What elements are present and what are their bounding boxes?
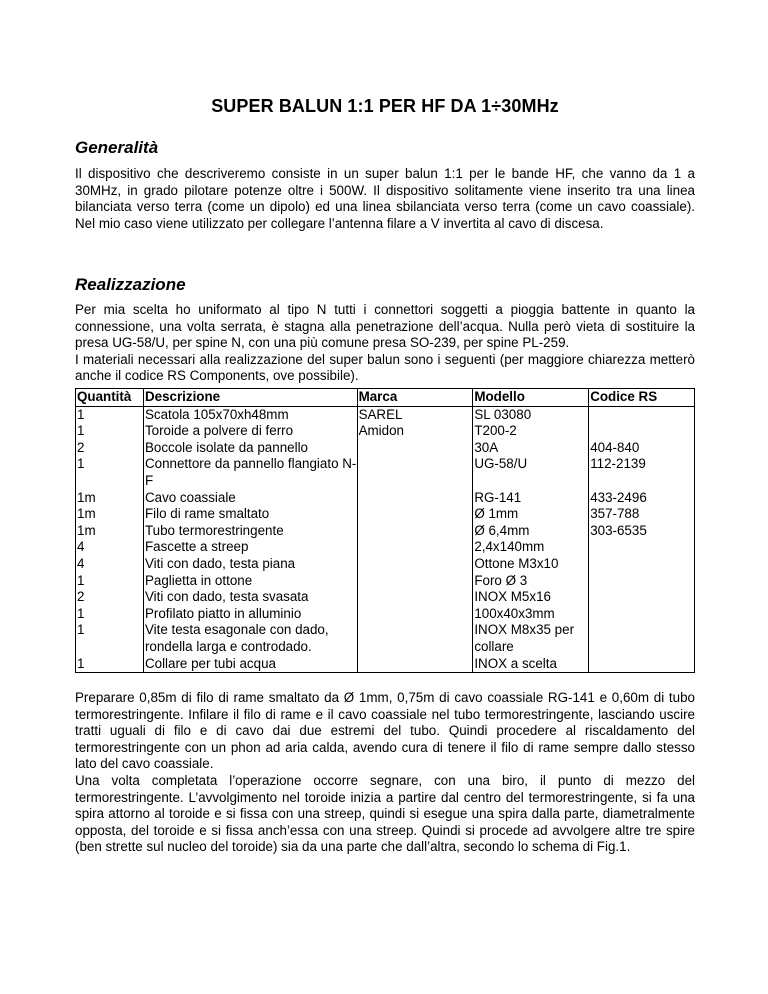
cell-marca (357, 622, 473, 655)
paragraph: Preparare 0,85m di filo di rame smaltato da Ø 1mm, 0,75m di cavo coassiale RG-141 e 0,60m di tubo termorestringente. Infilare il filo di rame e il cavo coassiale nel tubo termorestringente, lasciando uscire tratti uguali di filo e di cavo dai due estremi del tubo. Quindi procedere al riscaldamento del termorestringente con un phon ad aria calda, avendo cura di tenere il filo di rame sempre dallo stesso lato del cavo coassiale. (75, 690, 695, 772)
cell-quantita: 2 (76, 440, 144, 457)
cell-codice-rs (589, 606, 695, 623)
cell-marca (357, 456, 473, 489)
section-heading-generalita: Generalità (75, 138, 159, 157)
cell-quantita: 1 (76, 606, 144, 623)
cell-quantita: 1m (76, 523, 144, 540)
cell-codice-rs: 404-840 (589, 440, 695, 457)
cell-codice-rs (589, 573, 695, 590)
cell-marca: Amidon (357, 423, 473, 440)
cell-quantita: 1 (76, 622, 144, 655)
cell-marca (357, 589, 473, 606)
cell-modello: SL 03080 (473, 406, 589, 423)
column-header-codice-rs: Codice RS (589, 389, 695, 407)
cell-marca (357, 573, 473, 590)
cell-codice-rs: 112-2139 (589, 456, 695, 489)
table-row (76, 556, 695, 573)
cell-modello: Ottone M3x10 (473, 556, 589, 573)
cell-marca (357, 606, 473, 623)
table-row (76, 456, 695, 489)
section-heading-realizzazione: Realizzazione (75, 275, 186, 294)
cell-quantita: 1 (76, 573, 144, 590)
cell-marca (357, 523, 473, 540)
cell-descrizione: Toroide a polvere di ferro (143, 423, 357, 440)
cell-descrizione: Fascette a streep (143, 539, 357, 556)
table-row (76, 423, 695, 440)
section-body-generalita (75, 166, 695, 232)
cell-quantita: 1 (76, 456, 144, 489)
cell-quantita: 4 (76, 556, 144, 573)
cell-descrizione: Tubo termorestringente (143, 523, 357, 540)
cell-modello: 100x40x3mm (473, 606, 589, 623)
cell-descrizione: Vite testa esagonale con dado, rondella larga e controdado. (143, 622, 357, 655)
cell-descrizione: Filo di rame smaltato (143, 506, 357, 523)
paragraph: I materiali necessari alla realizzazione del super balun sono i seguenti (per maggiore chiarezza metterò anche il codice RS Components, ove possibile). (75, 351, 695, 384)
table-row (76, 539, 695, 556)
column-header-descrizione: Descrizione (143, 389, 357, 407)
column-header-marca: Marca (357, 389, 473, 407)
cell-quantita: 1 (76, 423, 144, 440)
table-row (76, 573, 695, 590)
cell-descrizione: Connettore da pannello flangiato N-F (144, 456, 357, 488)
cell-modello: INOX M5x16 (473, 589, 589, 606)
cell-marca (357, 556, 473, 573)
materials-table-body (76, 406, 695, 673)
cell-quantita: 4 (76, 539, 144, 556)
cell-modello: 2,4x140mm (473, 539, 589, 556)
cell-quantita: 1 (76, 656, 144, 673)
cell-quantita: 2 (76, 589, 144, 606)
materials-table (75, 388, 695, 673)
cell-descrizione: Boccole isolate da pannello (143, 440, 357, 457)
cell-quantita: 1m (76, 490, 144, 507)
cell-modello: RG-141 (473, 490, 589, 507)
cell-codice-rs: 303-6535 (589, 523, 695, 540)
cell-codice-rs (589, 556, 695, 573)
cell-modello: Ø 6,4mm (473, 523, 589, 540)
cell-marca (357, 656, 473, 673)
cell-marca: SAREL (357, 406, 473, 423)
table-row (76, 506, 695, 523)
table-header-row (76, 389, 695, 407)
cell-descrizione: Profilato piatto in alluminio (143, 606, 357, 623)
table-row (76, 589, 695, 606)
cell-modello: T200-2 (473, 423, 589, 440)
cell-modello: 30A (473, 440, 589, 457)
cell-modello: Foro Ø 3 (473, 573, 589, 590)
table-row (76, 523, 695, 540)
table-row (76, 656, 695, 673)
cell-descrizione: Collare per tubi acqua (143, 656, 357, 673)
cell-marca (357, 539, 473, 556)
cell-quantita: 1m (76, 506, 144, 523)
column-header-modello: Modello (473, 389, 589, 407)
cell-descrizione: Scatola 105x70xh48mm (143, 406, 357, 423)
table-row (76, 440, 695, 457)
cell-marca (357, 440, 473, 457)
cell-descrizione: Viti con dado, testa piana (143, 556, 357, 573)
table-row (76, 622, 695, 655)
cell-modello: UG-58/U (473, 456, 589, 489)
cell-descrizione: Paglietta in ottone (143, 573, 357, 590)
column-header-quantita: Quantità (76, 389, 144, 407)
cell-modello: INOX a scelta (473, 656, 589, 673)
cell-marca (357, 490, 473, 507)
cell-descrizione: Viti con dado, testa svasata (143, 589, 357, 606)
cell-codice-rs: 357-788 (589, 506, 695, 523)
cell-codice-rs (589, 656, 695, 673)
cell-marca (357, 506, 473, 523)
paragraph: Il dispositivo che descriveremo consiste in un super balun 1:1 per le bande HF, che vanno da 1 a 30MHz, in grado pilotare potenze oltre i 500W. Il dispositivo solitamente viene inserito tra una linea bilanciata verso terra (come un dipolo) ed una linea sbilanciata verso terra (come un cavo coassiale). Nel mio caso viene utilizzato per collegare l’antenna filare a V invertita al cavo di discesa. (75, 166, 695, 231)
cell-codice-rs (589, 622, 695, 655)
section-body-realizzazione (75, 302, 695, 385)
table-row (76, 606, 695, 623)
cell-codice-rs (589, 539, 695, 556)
cell-codice-rs (589, 589, 695, 606)
cell-codice-rs: 433-2496 (589, 490, 695, 507)
paragraph: Per mia scelta ho uniformato al tipo N tutti i connettori soggetti a pioggia battente in quanto la connessione, una volta serrata, è stagna alla penetrazione dell’acqua. Nulla però vieta di sostituire la presa UG-58/U, per spine N, con una più comune presa SO-239, per spine PL-259. (75, 302, 695, 351)
cell-quantita: 1 (76, 406, 144, 423)
cell-codice-rs (589, 406, 695, 423)
table-row (76, 406, 695, 423)
cell-descrizione: Cavo coassiale (143, 490, 357, 507)
table-row (76, 490, 695, 507)
cell-modello: Ø 1mm (473, 506, 589, 523)
document-title: SUPER BALUN 1:1 PER HF DA 1÷30MHz (211, 96, 559, 116)
closing-text (75, 690, 695, 856)
cell-modello: INOX M8x35 per collare (473, 622, 589, 655)
paragraph: Una volta completata l’operazione occorre segnare, con una biro, il punto di mezzo del termorestringente. L’avvolgimento nel toroide inizia a partire dal centro del termorestringente, si fa una spira attorno al toroide e si fissa con una streep, quindi si esegue una spira dalla parte, diametralmente opposta, del toroide e si fissa anch’essa con una streep. Quindi si procede ad avvolgere altre tre spire (ben strette sul nucleo del toroide) sia da una parte che dall’altra, secondo lo schema di Fig.1. (75, 772, 695, 855)
cell-codice-rs (589, 423, 695, 440)
